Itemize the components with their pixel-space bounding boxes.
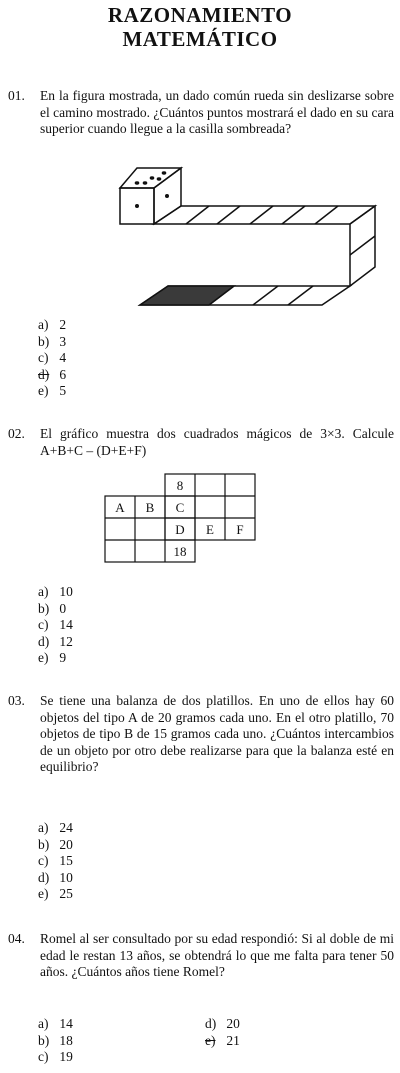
page-title-line-1: RAZONAMIENTO (107, 3, 293, 27)
question-1-options (38, 317, 66, 400)
rolling-die-path-figure (110, 160, 390, 320)
cell-d: D (175, 522, 185, 537)
option-b[interactable]: b) 18 (38, 1032, 73, 1048)
option-b[interactable]: b) 3 (38, 333, 67, 349)
question-4-text: Romel al ser consultado por su edad respondió: Si al doble de mi edad le restan 13 años, se obtendrá lo que me falta para tener 50 años. ¿Cuántos años tiene Romel? (40, 931, 394, 979)
option-c[interactable]: c) 15 (38, 853, 73, 868)
option-b[interactable]: b) 0 (38, 600, 67, 616)
question-1-number: 01. (8, 88, 25, 103)
option-c[interactable]: c) 4 (38, 350, 67, 365)
option-b[interactable]: b) 20 (38, 836, 73, 852)
question-3-text: Se tiene una balanza de dos platillos. En uno de ellos hay 60 objetos del tipo A de 20 gramos cada uno. En el otro platillo, 70 objetos de tipo B de 15 gramos cada uno. ¿Cuántos intercambios de un objeto por otro debe realizarse para que la balanza esté en equilibrio? (40, 693, 394, 774)
cell-b: B (145, 500, 155, 515)
cell-c: C (175, 500, 185, 515)
cell-bottom-18: 18 (173, 544, 187, 559)
magic-squares-grid (100, 470, 260, 570)
question-3-options (38, 820, 73, 903)
option-e[interactable]: e) 9 (38, 650, 67, 665)
option-c[interactable]: c) 19 (38, 1049, 73, 1064)
option-d-marked[interactable]: d) 6 (38, 366, 67, 382)
cell-a: A (115, 500, 125, 515)
option-d[interactable]: d) 12 (38, 633, 73, 649)
path-top-row (154, 206, 375, 224)
shaded-target-cell (140, 286, 234, 305)
cell-top-8: 8 (176, 478, 184, 493)
cell-f: F (236, 522, 244, 537)
question-1-text: En la figura mostrada, un dado común rueda sin deslizarse sobre el camino mostrado. ¿Cuántos puntos mostrará el dado en su cara superior cuando llegue a la casilla sombreada? (40, 88, 394, 136)
option-a[interactable]: a) 14 (38, 1016, 73, 1031)
option-e[interactable]: e) 5 (38, 383, 67, 398)
question-2-number: 02. (8, 426, 25, 441)
question-4-options-right (205, 1016, 240, 1049)
option-a[interactable]: a) 2 (38, 317, 67, 332)
option-e[interactable]: e) 25 (38, 886, 73, 901)
cell-e: E (206, 522, 214, 537)
option-a[interactable]: a) 24 (38, 820, 73, 835)
question-4-options-left (38, 1016, 73, 1066)
question-2-options (38, 584, 73, 667)
option-a[interactable]: a) 10 (38, 584, 73, 599)
option-d[interactable]: d) 10 (38, 869, 73, 885)
page-title-line-2: MATEMÁTICO (122, 27, 278, 51)
question-2-text: El gráfico muestra dos cuadrados mágicos de 3×3. Calcule A+B+C – (D+E+F) (40, 426, 394, 458)
question-3-number: 03. (8, 693, 25, 708)
option-d[interactable]: d) 20 (205, 1016, 240, 1031)
option-e-marked[interactable]: e) 21 (205, 1032, 240, 1048)
question-4-number: 04. (8, 931, 25, 946)
option-c[interactable]: c) 14 (38, 617, 73, 632)
